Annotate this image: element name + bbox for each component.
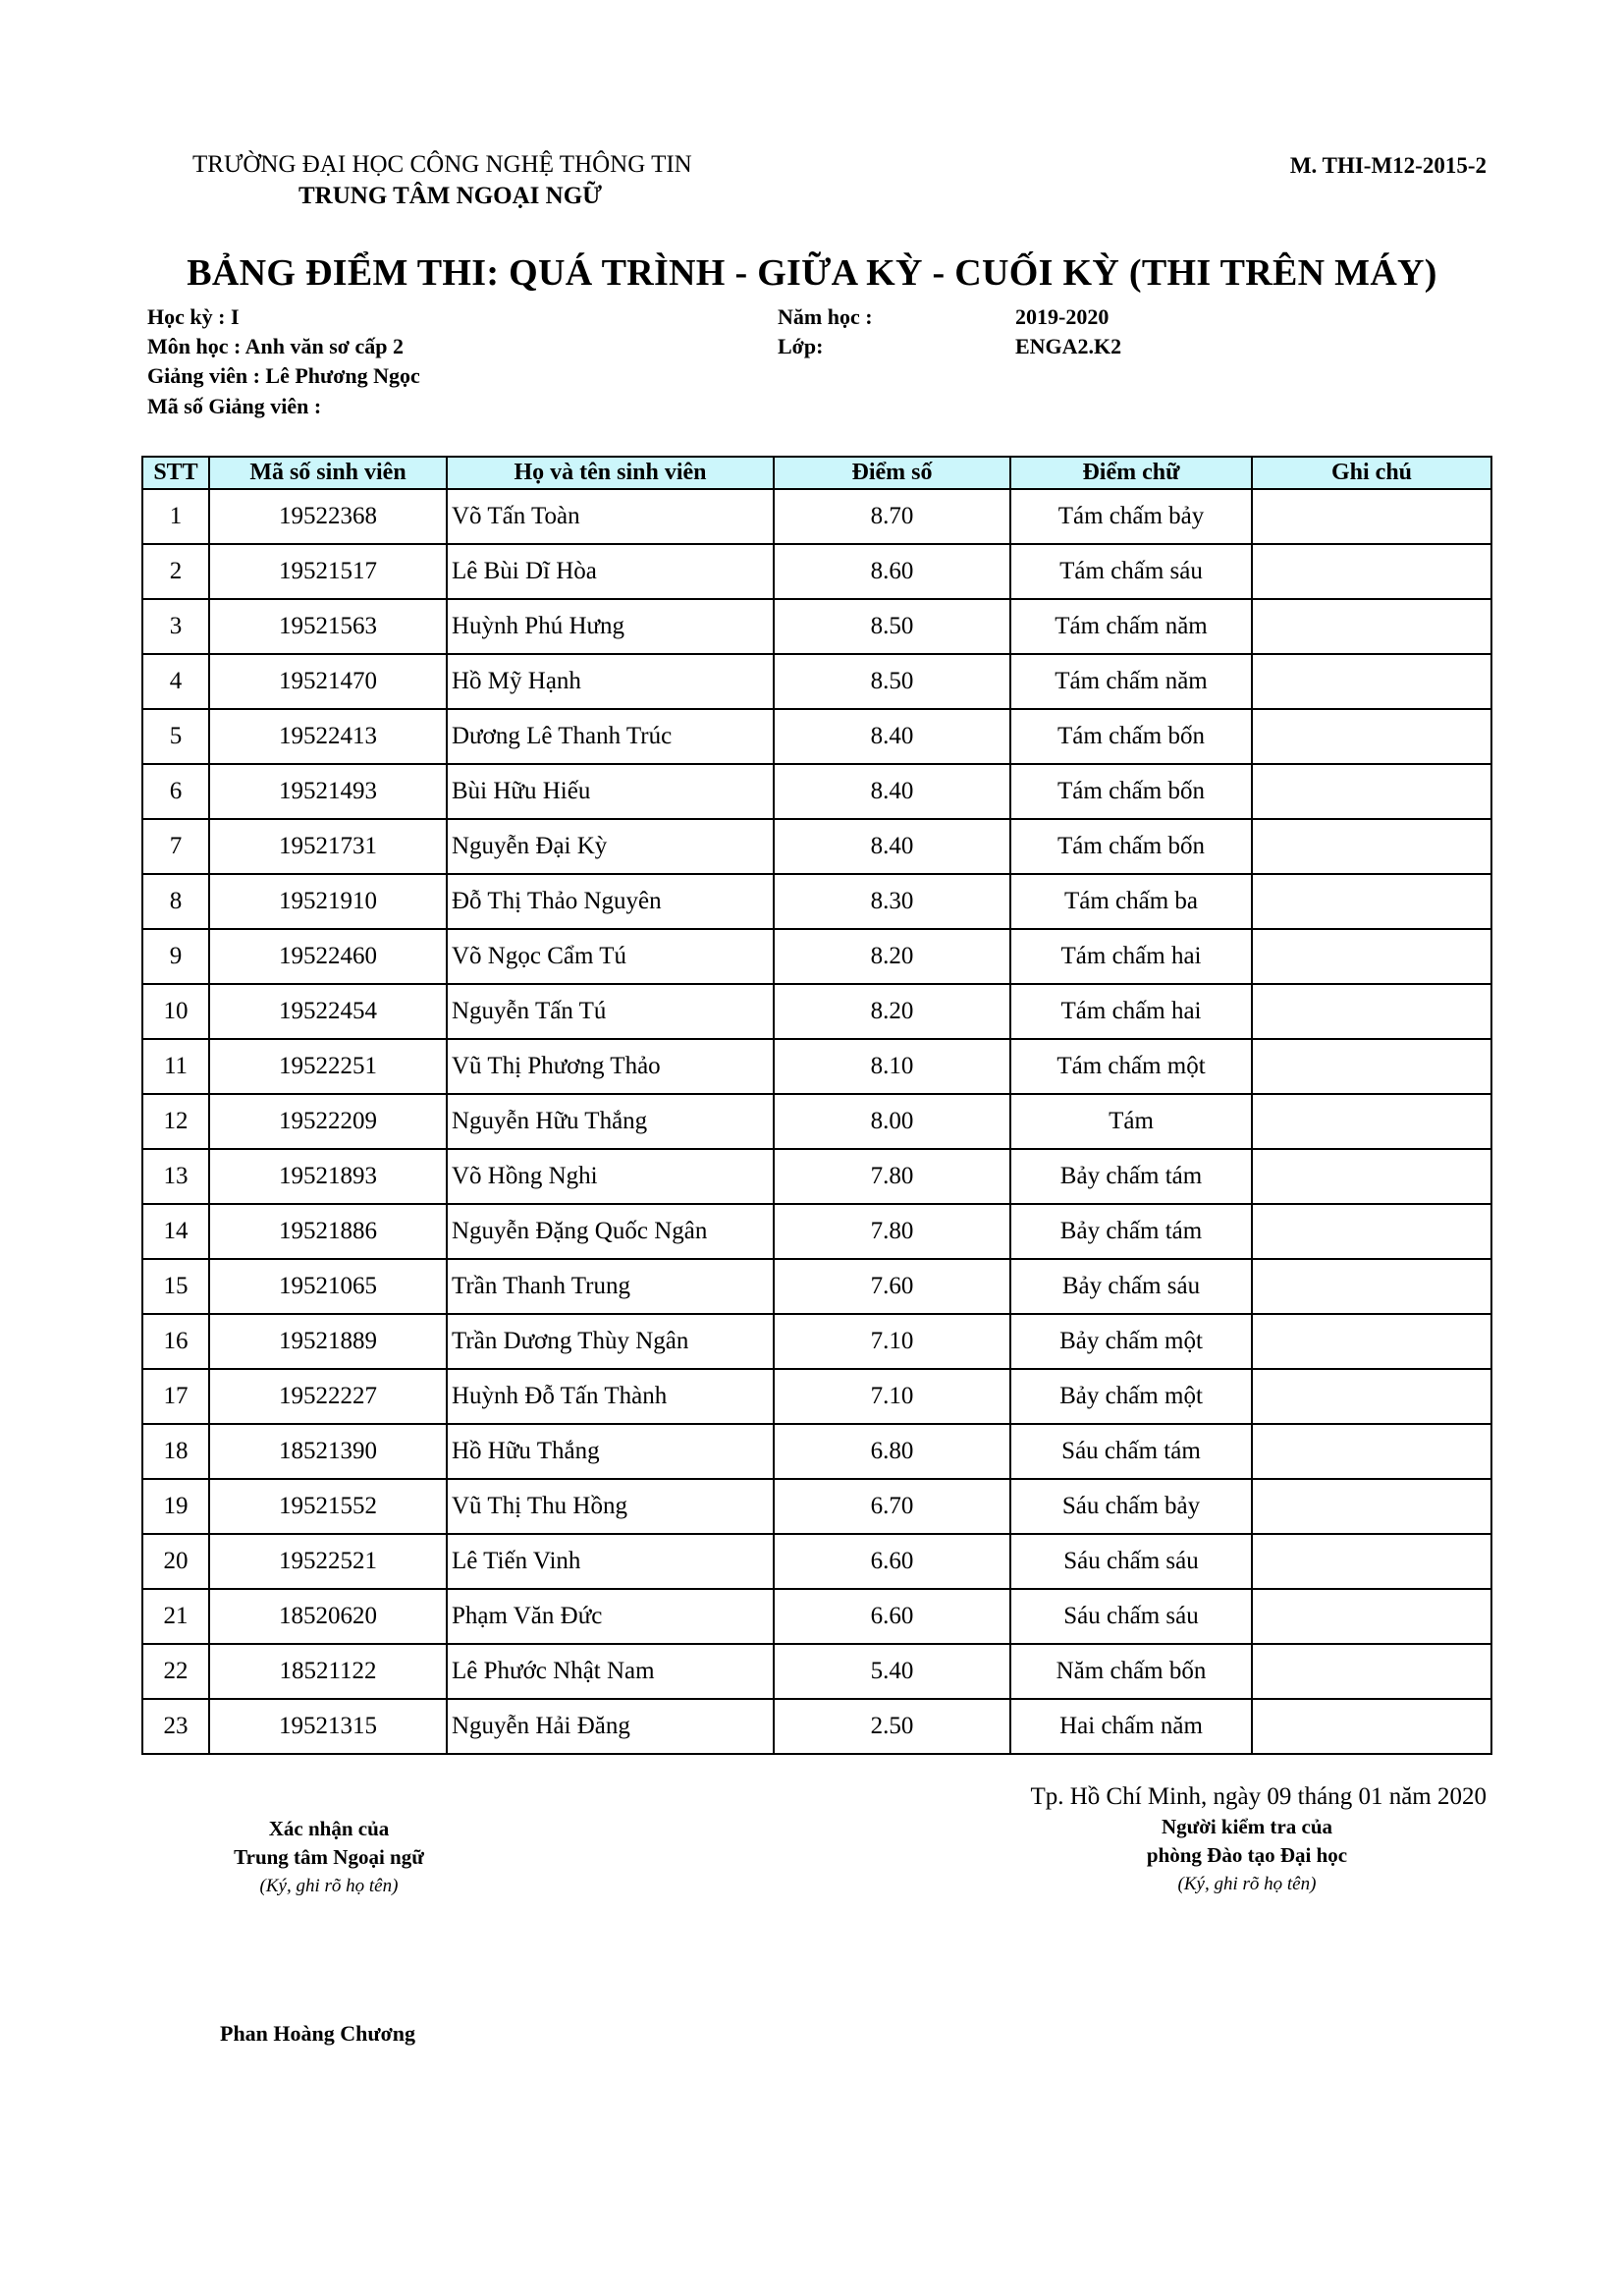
sig-right-line2: phòng Đào tạo Đại học xyxy=(1146,1843,1348,1867)
table-row xyxy=(142,654,1491,709)
cell-note xyxy=(1252,1259,1491,1314)
cell-student-id: 19522227 xyxy=(209,1369,447,1424)
table-row xyxy=(142,874,1491,929)
cell-note xyxy=(1252,929,1491,984)
cell-student-name: Nguyễn Hữu Thắng xyxy=(447,1094,774,1149)
cell-stt: 11 xyxy=(142,1039,209,1094)
cell-note xyxy=(1252,1039,1491,1094)
cell-score: 8.10 xyxy=(774,1039,1010,1094)
cell-score-words: Bảy chấm một xyxy=(1010,1314,1252,1369)
center-name: TRUNG TÂM NGOẠI NGỮ xyxy=(298,183,603,209)
cell-note xyxy=(1252,1644,1491,1699)
year-value: 2019-2020 xyxy=(1015,304,1110,329)
cell-student-id: 19521493 xyxy=(209,764,447,819)
cell-note xyxy=(1252,1479,1491,1534)
table-row xyxy=(142,1534,1491,1589)
cell-score: 7.80 xyxy=(774,1149,1010,1204)
sig-right-line1: Người kiểm tra của xyxy=(1161,1815,1333,1838)
col-header-score: Điểm số xyxy=(774,457,1010,489)
cell-score-words: Tám chấm hai xyxy=(1010,984,1252,1039)
cell-student-name: Võ Ngọc Cẩm Tú xyxy=(447,929,774,984)
cell-score: 6.70 xyxy=(774,1479,1010,1534)
cell-note xyxy=(1252,819,1491,874)
table-row xyxy=(142,1369,1491,1424)
signer-name: Phan Hoàng Chương xyxy=(220,2021,415,2046)
cell-student-id: 19522209 xyxy=(209,1094,447,1149)
cell-note xyxy=(1252,1534,1491,1589)
cell-student-name: Vũ Thị Phương Thảo xyxy=(447,1039,774,1094)
class-label: Lớp: xyxy=(778,334,824,358)
cell-score: 8.20 xyxy=(774,984,1010,1039)
cell-score: 8.60 xyxy=(774,544,1010,599)
cell-student-name: Lê Tiến Vinh xyxy=(447,1534,774,1589)
cell-stt: 5 xyxy=(142,709,209,764)
table-row xyxy=(142,599,1491,654)
cell-stt: 6 xyxy=(142,764,209,819)
cell-student-name: Đỗ Thị Thảo Nguyên xyxy=(447,874,774,929)
cell-score-words: Tám chấm năm xyxy=(1010,654,1252,709)
cell-student-name: Dương Lê Thanh Trúc xyxy=(447,709,774,764)
cell-student-id: 19521315 xyxy=(209,1699,447,1754)
col-header-student-id: Mã số sinh viên xyxy=(209,457,447,489)
cell-student-id: 19522368 xyxy=(209,489,447,544)
cell-score-words: Tám chấm bốn xyxy=(1010,709,1252,764)
cell-stt: 9 xyxy=(142,929,209,984)
cell-student-name: Trần Dương Thùy Ngân xyxy=(447,1314,774,1369)
cell-score: 8.40 xyxy=(774,764,1010,819)
cell-student-name: Trần Thanh Trung xyxy=(447,1259,774,1314)
cell-note xyxy=(1252,984,1491,1039)
cell-student-name: Nguyễn Đại Kỳ xyxy=(447,819,774,874)
table-row xyxy=(142,544,1491,599)
cell-student-id: 19521889 xyxy=(209,1314,447,1369)
semester-label: Học kỳ : I xyxy=(147,304,240,329)
cell-student-id: 19521910 xyxy=(209,874,447,929)
col-header-student-name: Họ và tên sinh viên xyxy=(447,457,774,489)
cell-score-words: Bảy chấm sáu xyxy=(1010,1259,1252,1314)
subject-label: Môn học : Anh văn sơ cấp 2 xyxy=(147,334,404,358)
cell-stt: 22 xyxy=(142,1644,209,1699)
cell-score-words: Tám xyxy=(1010,1094,1252,1149)
cell-score: 6.60 xyxy=(774,1589,1010,1644)
cell-student-id: 19521065 xyxy=(209,1259,447,1314)
cell-stt: 17 xyxy=(142,1369,209,1424)
cell-score-words: Tám chấm ba xyxy=(1010,874,1252,929)
cell-stt: 20 xyxy=(142,1534,209,1589)
table-row xyxy=(142,819,1491,874)
cell-student-id: 19521470 xyxy=(209,654,447,709)
cell-score-words: Tám chấm một xyxy=(1010,1039,1252,1094)
cell-stt: 2 xyxy=(142,544,209,599)
cell-stt: 13 xyxy=(142,1149,209,1204)
cell-note xyxy=(1252,1369,1491,1424)
col-header-stt: STT xyxy=(142,457,209,489)
cell-student-id: 19522521 xyxy=(209,1534,447,1589)
cell-score: 8.20 xyxy=(774,929,1010,984)
cell-student-name: Lê Bùi Dĩ Hòa xyxy=(447,544,774,599)
cell-score: 7.80 xyxy=(774,1204,1010,1259)
cell-stt: 21 xyxy=(142,1589,209,1644)
cell-student-id: 19521886 xyxy=(209,1204,447,1259)
table-row xyxy=(142,489,1491,544)
cell-student-name: Lê Phước Nhật Nam xyxy=(447,1644,774,1699)
cell-score: 8.40 xyxy=(774,819,1010,874)
footer-date: Tp. Hồ Chí Minh, ngày 09 tháng 01 năm 2020 xyxy=(1030,1783,1487,1810)
sig-left-note: (Ký, ghi rõ họ tên) xyxy=(259,1876,399,1896)
cell-score-words: Sáu chấm tám xyxy=(1010,1424,1252,1479)
table-row xyxy=(142,1259,1491,1314)
page-title: BẢNG ĐIỂM THI: QUÁ TRÌNH - GIỮA KỲ - CUỐI KỲ (THI TRÊN MÁY) xyxy=(187,252,1437,294)
cell-score-words: Năm chấm bốn xyxy=(1010,1644,1252,1699)
cell-student-name: Bùi Hữu Hiếu xyxy=(447,764,774,819)
cell-score-words: Tám chấm hai xyxy=(1010,929,1252,984)
cell-stt: 1 xyxy=(142,489,209,544)
cell-student-name: Huỳnh Đỗ Tấn Thành xyxy=(447,1369,774,1424)
cell-student-id: 19521731 xyxy=(209,819,447,874)
cell-student-id: 19522454 xyxy=(209,984,447,1039)
table-row xyxy=(142,1149,1491,1204)
table-row xyxy=(142,929,1491,984)
cell-note xyxy=(1252,489,1491,544)
cell-score: 8.30 xyxy=(774,874,1010,929)
signature-block-training-office xyxy=(1080,1813,1414,1898)
cell-score-words: Bảy chấm tám xyxy=(1010,1204,1252,1259)
cell-score-words: Bảy chấm tám xyxy=(1010,1149,1252,1204)
cell-score: 8.70 xyxy=(774,489,1010,544)
cell-score-words: Tám chấm bốn xyxy=(1010,819,1252,874)
cell-stt: 10 xyxy=(142,984,209,1039)
table-header-row xyxy=(142,457,1491,489)
cell-student-id: 19521517 xyxy=(209,544,447,599)
table-row xyxy=(142,764,1491,819)
cell-student-name: Nguyễn Hải Đăng xyxy=(447,1699,774,1754)
cell-score-words: Tám chấm bảy xyxy=(1010,489,1252,544)
table-row xyxy=(142,1424,1491,1479)
cell-note xyxy=(1252,1314,1491,1369)
cell-note xyxy=(1252,1699,1491,1754)
cell-score: 8.00 xyxy=(774,1094,1010,1149)
cell-score-words: Tám chấm bốn xyxy=(1010,764,1252,819)
cell-note xyxy=(1252,1094,1491,1149)
cell-score-words: Hai chấm năm xyxy=(1010,1699,1252,1754)
cell-student-id: 18521122 xyxy=(209,1644,447,1699)
table-row xyxy=(142,1204,1491,1259)
lecturer-label: Giảng viên : Lê Phương Ngọc xyxy=(147,363,420,388)
cell-student-id: 19522413 xyxy=(209,709,447,764)
sig-left-line1: Xác nhận của xyxy=(268,1817,390,1840)
cell-note xyxy=(1252,874,1491,929)
cell-stt: 7 xyxy=(142,819,209,874)
table-row xyxy=(142,1699,1491,1754)
cell-score-words: Sáu chấm sáu xyxy=(1010,1589,1252,1644)
cell-student-id: 19521563 xyxy=(209,599,447,654)
cell-note xyxy=(1252,599,1491,654)
cell-note xyxy=(1252,764,1491,819)
cell-student-id: 18521390 xyxy=(209,1424,447,1479)
table-row xyxy=(142,984,1491,1039)
table-row xyxy=(142,1094,1491,1149)
cell-student-id: 18520620 xyxy=(209,1589,447,1644)
cell-score: 7.10 xyxy=(774,1369,1010,1424)
class-value: ENGA2.K2 xyxy=(1015,334,1122,358)
signature-block-center xyxy=(177,1815,481,1900)
cell-student-name: Nguyễn Tấn Tú xyxy=(447,984,774,1039)
cell-stt: 4 xyxy=(142,654,209,709)
cell-student-id: 19522251 xyxy=(209,1039,447,1094)
cell-score: 8.50 xyxy=(774,599,1010,654)
col-header-note: Ghi chú xyxy=(1252,457,1491,489)
cell-score-words: Tám chấm năm xyxy=(1010,599,1252,654)
cell-stt: 18 xyxy=(142,1424,209,1479)
cell-student-id: 19521552 xyxy=(209,1479,447,1534)
cell-stt: 3 xyxy=(142,599,209,654)
school-name: TRƯỜNG ĐẠI HỌC CÔNG NGHỆ THÔNG TIN xyxy=(192,151,692,178)
table-row xyxy=(142,1314,1491,1369)
cell-note xyxy=(1252,1204,1491,1259)
cell-score-words: Bảy chấm một xyxy=(1010,1369,1252,1424)
table-row xyxy=(142,1589,1491,1644)
form-code: M. THI-M12-2015-2 xyxy=(1289,153,1487,178)
cell-score: 2.50 xyxy=(774,1699,1010,1754)
cell-student-name: Hồ Mỹ Hạnh xyxy=(447,654,774,709)
cell-score: 5.40 xyxy=(774,1644,1010,1699)
cell-score-words: Tám chấm sáu xyxy=(1010,544,1252,599)
cell-student-id: 19522460 xyxy=(209,929,447,984)
cell-stt: 12 xyxy=(142,1094,209,1149)
cell-stt: 23 xyxy=(142,1699,209,1754)
cell-stt: 15 xyxy=(142,1259,209,1314)
table-row xyxy=(142,1039,1491,1094)
cell-note xyxy=(1252,654,1491,709)
cell-score: 7.60 xyxy=(774,1259,1010,1314)
year-label: Năm học : xyxy=(778,304,873,329)
cell-student-name: Võ Tấn Toàn xyxy=(447,489,774,544)
cell-stt: 8 xyxy=(142,874,209,929)
cell-stt: 19 xyxy=(142,1479,209,1534)
grades-table xyxy=(141,456,1492,1755)
cell-student-name: Võ Hồng Nghi xyxy=(447,1149,774,1204)
cell-student-name: Huỳnh Phú Hưng xyxy=(447,599,774,654)
cell-score: 6.80 xyxy=(774,1424,1010,1479)
cell-student-name: Phạm Văn Đức xyxy=(447,1589,774,1644)
sig-left-line2: Trung tâm Ngoại ngữ xyxy=(234,1845,424,1869)
cell-score: 8.40 xyxy=(774,709,1010,764)
cell-score: 6.60 xyxy=(774,1534,1010,1589)
sig-right-note: (Ký, ghi rõ họ tên) xyxy=(1177,1874,1317,1894)
cell-score: 8.50 xyxy=(774,654,1010,709)
cell-student-id: 19521893 xyxy=(209,1149,447,1204)
table-row xyxy=(142,709,1491,764)
cell-student-name: Nguyễn Đặng Quốc Ngân xyxy=(447,1204,774,1259)
cell-score: 7.10 xyxy=(774,1314,1010,1369)
cell-student-name: Hồ Hữu Thắng xyxy=(447,1424,774,1479)
cell-stt: 14 xyxy=(142,1204,209,1259)
cell-note xyxy=(1252,544,1491,599)
cell-score-words: Sáu chấm sáu xyxy=(1010,1534,1252,1589)
cell-note xyxy=(1252,1424,1491,1479)
table-row xyxy=(142,1479,1491,1534)
lecturer-id-label: Mã số Giảng viên : xyxy=(147,394,322,418)
cell-student-name: Vũ Thị Thu Hồng xyxy=(447,1479,774,1534)
cell-note xyxy=(1252,709,1491,764)
cell-note xyxy=(1252,1149,1491,1204)
table-row xyxy=(142,1644,1491,1699)
cell-score-words: Sáu chấm bảy xyxy=(1010,1479,1252,1534)
col-header-score-words: Điểm chữ xyxy=(1010,457,1252,489)
cell-stt: 16 xyxy=(142,1314,209,1369)
cell-note xyxy=(1252,1589,1491,1644)
